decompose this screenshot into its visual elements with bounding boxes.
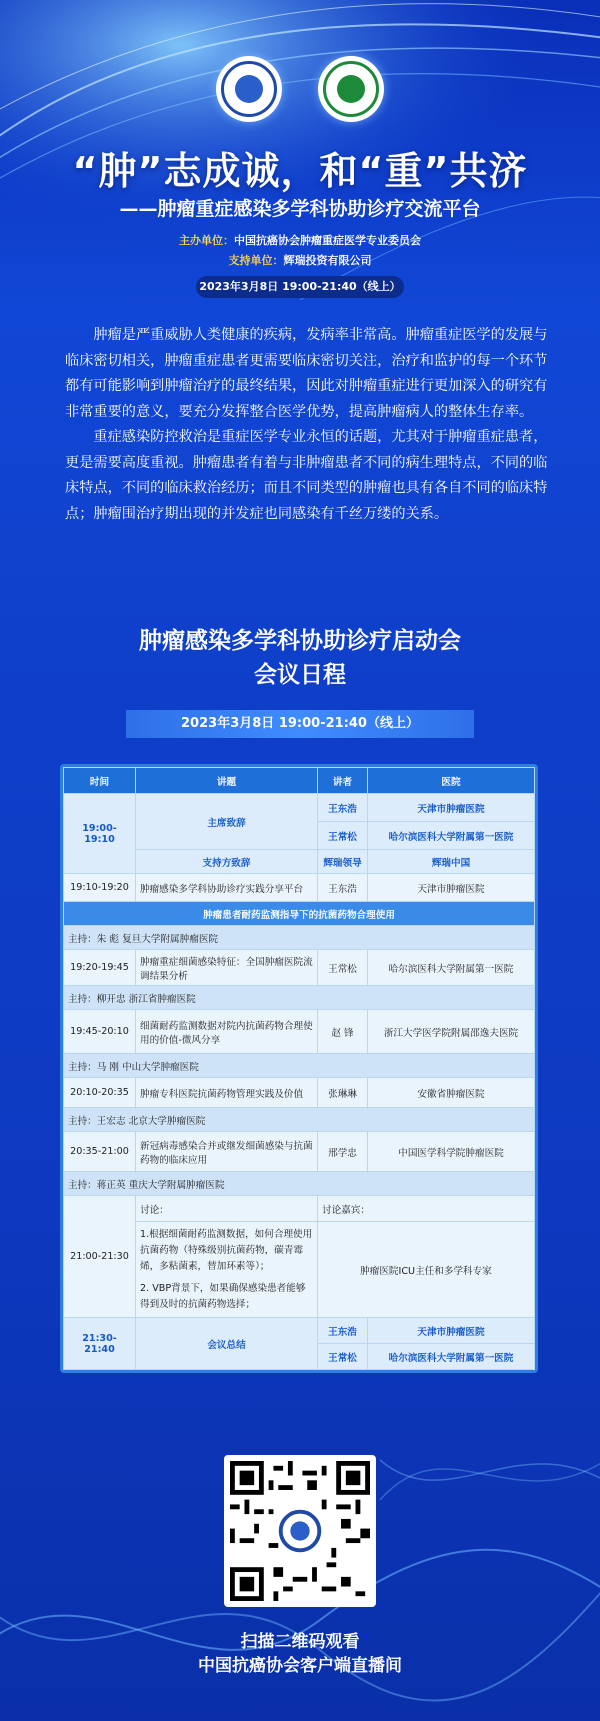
anticancer-association-logo <box>216 56 282 122</box>
intro-paragraph: 重症感染防控救治是重症医学专业永恒的话题，尤其对于肿瘤重症患者，更是需要高度重视。肿瘤患者有着与非肿瘤患者不同的病生理特点，不同的临床特点，不同的临床救治经历；而且不同类型的肿瘤也具有各自不同的临床特点；肿瘤围治疗期出现的并发症也同感染有千丝万缕的关系。 <box>65 429 548 522</box>
table-row: 19:20-19:45 肿瘤重症细菌感染特征：全国肿瘤医院流调结果分析 王常松 哈尔滨医科大学附属第一医院 <box>64 950 535 986</box>
table-row: 21:00-21:30 讨论： 讨论嘉宾： <box>64 1196 535 1222</box>
intro-text <box>65 323 550 527</box>
table-row: 20:35-21:00 新冠病毒感染合并或继发细菌感染与抗菌药物的临床应用 邢学忠 中国医学科学院肿瘤医院 <box>64 1132 535 1172</box>
host-row: 主持：柳开忠 浙江省肿瘤医院 <box>64 986 535 1010</box>
schedule-date-bar: 2023年3月8日 19:00-21:40（线上） <box>126 710 474 738</box>
column-header: 时间 <box>64 768 136 794</box>
table-row: 21:30-21:40 会议总结 王东浩 天津市肿瘤医院 <box>64 1318 535 1344</box>
host-row: 主持：朱 彪 复旦大学附属肿瘤医院 <box>64 926 535 950</box>
column-header: 讲题 <box>136 768 318 794</box>
host-row: 主持：蒋正英 重庆大学附属肿瘤医院 <box>64 1172 535 1196</box>
table-row: 王常松 哈尔滨医科大学附属第一医院 <box>64 822 535 850</box>
qr-code[interactable] <box>224 1455 376 1607</box>
qr-caption: 扫描二维码观看 中国抗癌协会客户端直播间 <box>198 1632 402 1676</box>
table-row: 19:10-19:20 肿瘤感染多学科协助诊疗实践分享平台 王东浩 天津市肿瘤医院 <box>64 874 535 902</box>
table-row: 1.根据细菌耐药监测数据，如何合理使用抗菌药物（特殊级别抗菌药物，碳青霉烯，多粘菌素，替加环素等）； 2. VBP背景下，如果确保感染患者能够得到及时的抗菌药物选择； 肿瘤医院ICU主任和多学科专家 <box>64 1222 535 1318</box>
table-row: 王常松 哈尔滨医科大学附属第一医院 <box>64 1344 535 1370</box>
committee-logo <box>318 56 384 122</box>
page-subtitle: ——肿瘤重症感染多学科协助诊疗交流平台 <box>119 198 481 220</box>
supporter-line: 支持单位：辉瑞投资有限公司 <box>228 254 372 267</box>
table-row: 19:45-20:10 细菌耐药监测数据对院内抗菌药物合理使用的价值-微风分享 赵 锋 浙江大学医学院附属邵逸夫医院 <box>64 1010 535 1054</box>
schedule-title: 肿瘤感染多学科协助诊疗启动会 会议日程 <box>139 628 461 688</box>
host-row: 主持：王宏志 北京大学肿瘤医院 <box>64 1108 535 1132</box>
host-row: 主持：马 刚 中山大学肿瘤医院 <box>64 1054 535 1078</box>
header-date-badge: 2023年3月8日 19:00-21:40（线上） <box>196 276 404 298</box>
session-band: 肿瘤患者耐药监测指导下的抗菌药物合理使用 <box>64 902 535 926</box>
table-row: 20:10-20:35 肿瘤专科医院抗菌药物管理实践及价值 张琳琳 安徽省肿瘤医院 <box>64 1078 535 1108</box>
organizer-line: 主办单位：中国抗癌协会肿瘤重症医学专业委员会 <box>179 234 421 247</box>
table-row: 19:00-19:10 主席致辞 王东浩 天津市肿瘤医院 <box>64 794 535 822</box>
intro-paragraph: 肿瘤是严重威胁人类健康的疾病，发病率非常高。肿瘤重症医学的发展与临床密切相关，肿瘤重症患者更需要临床密切关注，治疗和监护的每一个环节都有可能影响到肿瘤治疗的最终结果，因此对肿瘤重症进行更加深入的研究有非常重要的意义，要充分发挥整合医学优势，提高肿瘤病人的整体生存率。 <box>65 327 548 420</box>
logo-group <box>0 56 600 122</box>
page-title: “肿”志成诚，和“重”共济 <box>72 149 528 193</box>
table-row: 支持方致辞 辉瑞领导 辉瑞中国 <box>64 850 535 874</box>
discussion-questions: 1.根据细菌耐药监测数据，如何合理使用抗菌药物（特殊级别抗菌药物，碳青霉烯，多粘菌素，替加环素等）； 2. VBP背景下，如果确保感染患者能够得到及时的抗菌药物选择； <box>136 1222 318 1318</box>
qr-code-pattern <box>230 1461 370 1601</box>
column-header: 讲者 <box>318 768 368 794</box>
table-header-row <box>64 768 535 794</box>
column-header: 医院 <box>368 768 535 794</box>
schedule-table <box>60 764 538 1373</box>
